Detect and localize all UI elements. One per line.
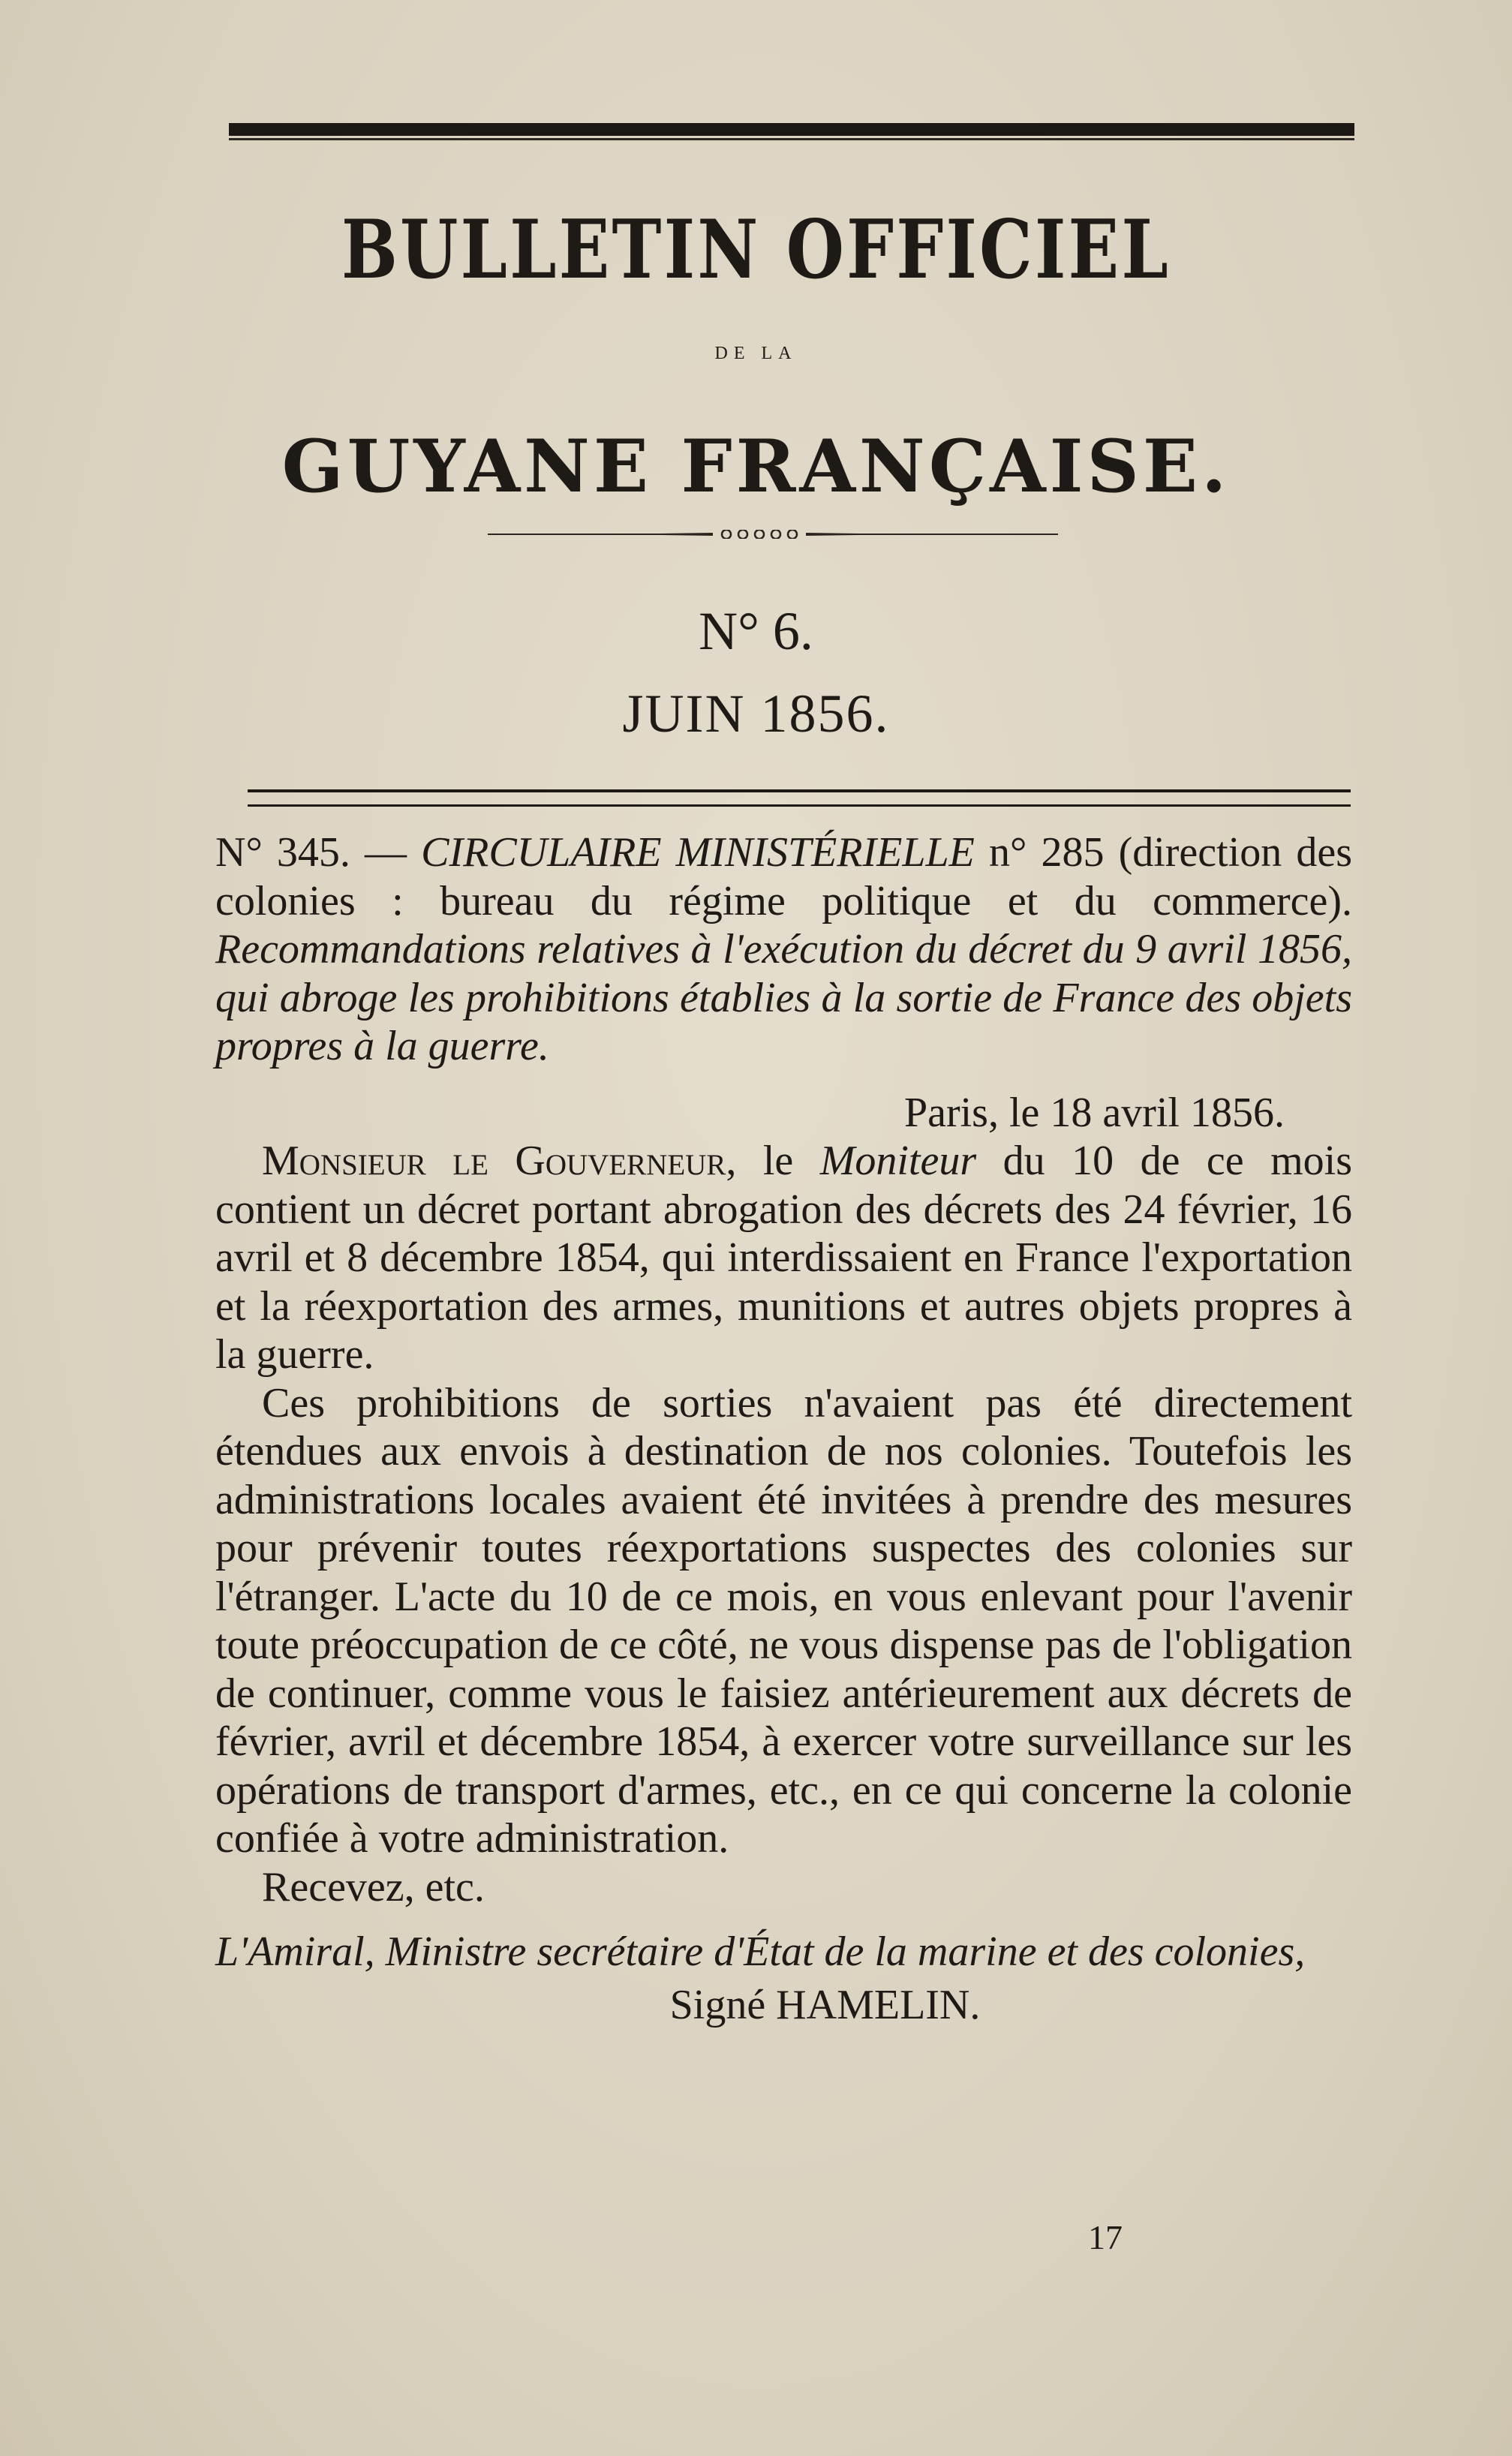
moniteur-title: Moniteur: [819, 1138, 977, 1184]
signature: Signé HAMELIN.: [669, 1981, 981, 2028]
article-body: [215, 828, 1352, 2029]
ornament-divider: [488, 530, 1058, 539]
paragraph-1: Monsieur le Gouverneur, le Moniteur du 10 de ce mois contient un décret portant abrogation des décrets des 24 février, 16 avril et 8 décembre 1854, qui interdissaient en France l'exportation et la réexportation des armes, munitions et autres objets propres à la guerre.: [215, 1138, 1352, 1378]
issue-number: N° 6.: [699, 601, 813, 661]
article-type: CIRCULAIRE MINISTÉRIELLE: [421, 829, 975, 876]
page-number: 17: [1088, 2218, 1123, 2256]
article-number: N° 345. —: [215, 829, 422, 876]
article-heading: [215, 828, 1352, 1071]
double-rule: [248, 789, 1351, 807]
salutation: Monsieur le Gouverneur: [262, 1138, 726, 1184]
paragraph-2: Ces prohibitions de sorties n'avaient pas été directement étendues aux envois à destination de nos colonies. Toutefois les administrations locales avaient été invitées à prendre des mesures pour prévenir toutes réexportations suspectes des colonies sur l'étranger. L'acte du 10 de ce mois, en vous enlevant pour l'avenir toute préoccupation de ce côté, ne vous dispense pas de l'obligation de continuer, comme vous le faisiez antérieurement aux décrets de février, avril et décembre 1854, à exercer votre surveillance sur les opérations de transport d'armes, etc., en ce qui concerne la colonie confiée à votre administration.: [215, 1379, 1352, 1862]
issue-date: JUIN 1856.: [622, 684, 890, 744]
article-summary: Recommandations relatives à l'exécution du décret du 9 avril 1856, qui abroge les prohibitions établies à la sortie de France des objets propres à la guerre.: [215, 926, 1352, 1069]
guyane-title: GUYANE FRANÇAISE.: [281, 424, 1231, 509]
bulletin-title: BULLETIN OFFICIEL: [341, 203, 1171, 297]
article-reference: n° 285 (direction des colonies : bureau du régime politique et du commerce).: [215, 829, 1352, 924]
de-la-text: DE LA: [714, 344, 798, 363]
top-rule: [229, 123, 1354, 136]
place-date: Paris, le 18 avril 1856.: [903, 1089, 1285, 1136]
closing-formula: Recevez, etc.: [262, 1863, 485, 1910]
signatory-title: L'Amiral, Ministre secrétaire d'État de la marine et des colonies,: [215, 1928, 1306, 1975]
